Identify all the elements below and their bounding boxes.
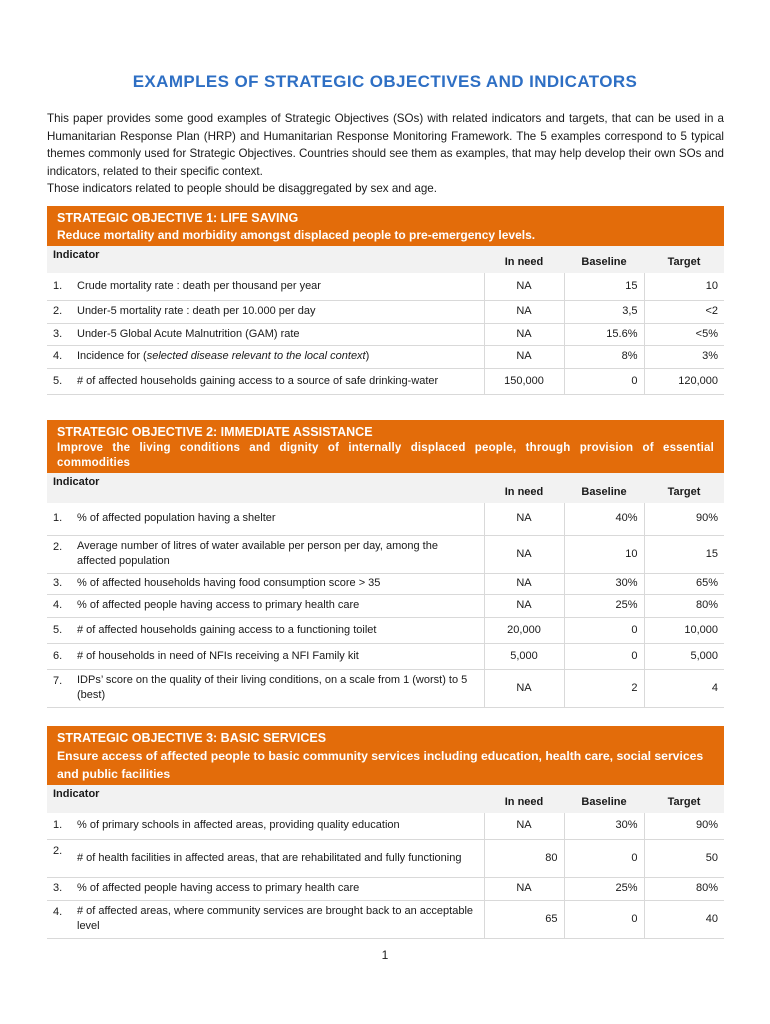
table-row [47,617,724,643]
indicator-text: % of affected people having access to primary health care [71,877,484,900]
row-number: 6. [47,643,71,669]
in-need-value: NA [484,877,564,900]
baseline-value: 0 [564,839,644,877]
col-target: Target [644,246,724,273]
baseline-value: 2 [564,669,644,707]
baseline-value: 0 [564,643,644,669]
row-number: 7. [47,669,71,707]
baseline-value: 3,5 [564,300,644,323]
indicator-text: # of households in need of NFIs receiving a NFI Family kit [71,643,484,669]
in-need-value: NA [484,813,564,839]
target-value: <2 [644,300,724,323]
intro-text: This paper provides some good examples of Strategic Objectives (SOs) with related indicators and targets, that can be used in a Humanitarian Response Plan (HRP) and Humanitarian Response Monitoring Framework. The 5 examples correspond to 5 typical themes commonly used for Strategic Objectives. Countries should see them as examples, that may help develop their own SOs and indicators, related to their specific context. [47,112,724,178]
baseline-value: 15 [564,273,644,300]
indicator-text: Under-5 mortality rate : death per 10.000 per day [71,300,484,323]
target-value: 10 [644,273,724,300]
col-target: Target [644,473,724,503]
row-number: 2. [47,300,71,323]
indicator-text: % of affected population having a shelter [71,503,484,535]
so1-table [47,246,724,395]
in-need-value: NA [484,300,564,323]
row-number: 5. [47,368,71,394]
baseline-value: 0 [564,368,644,394]
row-number: 4. [47,345,71,368]
indicator-text: # of health facilities in affected areas, that are rehabilitated and fully functioning [71,839,484,877]
target-value: 4 [644,669,724,707]
intro-paragraph [47,110,724,198]
so2-title: STRATEGIC OBJECTIVE 2: IMMEDIATE ASSISTANCE [57,425,373,439]
indicator-text: Average number of litres of water available per person per day, among the affected population [71,535,484,573]
indicator-text: # of affected areas, where community services are brought back to an acceptable level [71,900,484,938]
table-row [47,839,724,877]
col-indicator: Indicator [47,785,484,813]
so3-header [47,726,724,785]
in-need-value: 65 [484,900,564,938]
col-baseline: Baseline [564,246,644,273]
indicator-text: % of primary schools in affected areas, providing quality education [71,813,484,839]
row-number: 3. [47,323,71,345]
table-row [47,323,724,345]
baseline-value: 30% [564,573,644,594]
target-value: 3% [644,345,724,368]
target-value: 15 [644,535,724,573]
table-row [47,643,724,669]
in-need-value: 5,000 [484,643,564,669]
baseline-value: 10 [564,535,644,573]
in-need-value: NA [484,669,564,707]
intro-note: Those indicators related to people should be disaggregated by sex and age. [47,182,437,195]
in-need-value: NA [484,323,564,345]
disease-placeholder: selected disease relevant to the local context [146,350,366,362]
col-in-need: In need [484,246,564,273]
target-value: 10,000 [644,617,724,643]
indicator-text: % of affected households having food consumption score > 35 [71,573,484,594]
baseline-value: 15.6% [564,323,644,345]
in-need-value: NA [484,345,564,368]
indicator-text: Under-5 Global Acute Malnutrition (GAM) rate [71,323,484,345]
target-value: 40 [644,900,724,938]
table-row [47,300,724,323]
baseline-value: 25% [564,877,644,900]
row-number: 1. [47,813,71,839]
col-baseline: Baseline [564,785,644,813]
table-row [47,669,724,707]
row-number: 4. [47,594,71,617]
table-row [47,535,724,573]
target-value: 5,000 [644,643,724,669]
table-row [47,594,724,617]
table-row [47,345,724,368]
page-title: EXAMPLES OF STRATEGIC OBJECTIVES AND INDICATORS [132,72,638,91]
so3-title: STRATEGIC OBJECTIVE 3: BASIC SERVICES [57,731,327,745]
indicator-text: # of affected households gaining access to a functioning toilet [71,617,484,643]
strategic-objective-1 [47,206,724,395]
target-value: 80% [644,877,724,900]
indicator-text: % of affected people having access to primary health care [71,594,484,617]
in-need-value: NA [484,503,564,535]
indicator-text: IDPs’ score on the quality of their living conditions, on a scale from 1 (worst) to 5 (best) [71,669,484,707]
in-need-value: NA [484,535,564,573]
col-baseline: Baseline [564,473,644,503]
so2-description: Improve the living conditions and dignity of internally displaced people, through provision of essential commodities [57,442,714,469]
target-value: 90% [644,503,724,535]
col-in-need: In need [484,473,564,503]
in-need-value: 20,000 [484,617,564,643]
baseline-value: 0 [564,900,644,938]
target-value: 90% [644,813,724,839]
target-value: 120,000 [644,368,724,394]
row-number: 4. [47,900,71,938]
row-number: 5. [47,617,71,643]
in-need-value: 150,000 [484,368,564,394]
col-target: Target [644,785,724,813]
in-need-value: NA [484,273,564,300]
so1-header [47,206,724,246]
row-number: 3. [47,573,71,594]
row-number: 3. [47,877,71,900]
so1-description: Reduce mortality and morbidity amongst displaced people to pre-emergency levels. [57,228,536,242]
table-row [47,368,724,394]
baseline-value: 25% [564,594,644,617]
indicator-text: # of affected households gaining access to a source of safe drinking-water [71,368,484,394]
indicator-text: Crude mortality rate : death per thousand per year [71,273,484,300]
table-row [47,273,724,300]
target-value: 65% [644,573,724,594]
so3-table [47,785,724,939]
table-row [47,900,724,938]
table-row [47,503,724,535]
col-in-need: In need [484,785,564,813]
table-row [47,573,724,594]
so1-title: STRATEGIC OBJECTIVE 1: LIFE SAVING [57,211,299,225]
col-indicator: Indicator [47,246,484,273]
so3-description: Ensure access of affected people to basic community services including education, health care, social services and public facilities [57,749,704,781]
baseline-value: 0 [564,617,644,643]
target-value: <5% [644,323,724,345]
in-need-value: NA [484,594,564,617]
in-need-value: NA [484,573,564,594]
row-number: 2. [47,839,71,877]
strategic-objective-2 [47,420,724,708]
baseline-value: 40% [564,503,644,535]
target-value: 80% [644,594,724,617]
table-row [47,813,724,839]
strategic-objective-3 [47,726,724,939]
so2-table [47,473,724,708]
baseline-value: 8% [564,345,644,368]
in-need-value: 80 [484,839,564,877]
col-indicator: Indicator [47,473,484,503]
baseline-value: 30% [564,813,644,839]
page-number: 1 [381,948,389,962]
indicator-text: Incidence for (selected disease relevant to the local context) [71,345,484,368]
table-row [47,877,724,900]
row-number: 1. [47,273,71,300]
so2-header [47,420,724,473]
row-number: 2. [47,535,71,573]
target-value: 50 [644,839,724,877]
row-number: 1. [47,503,71,535]
